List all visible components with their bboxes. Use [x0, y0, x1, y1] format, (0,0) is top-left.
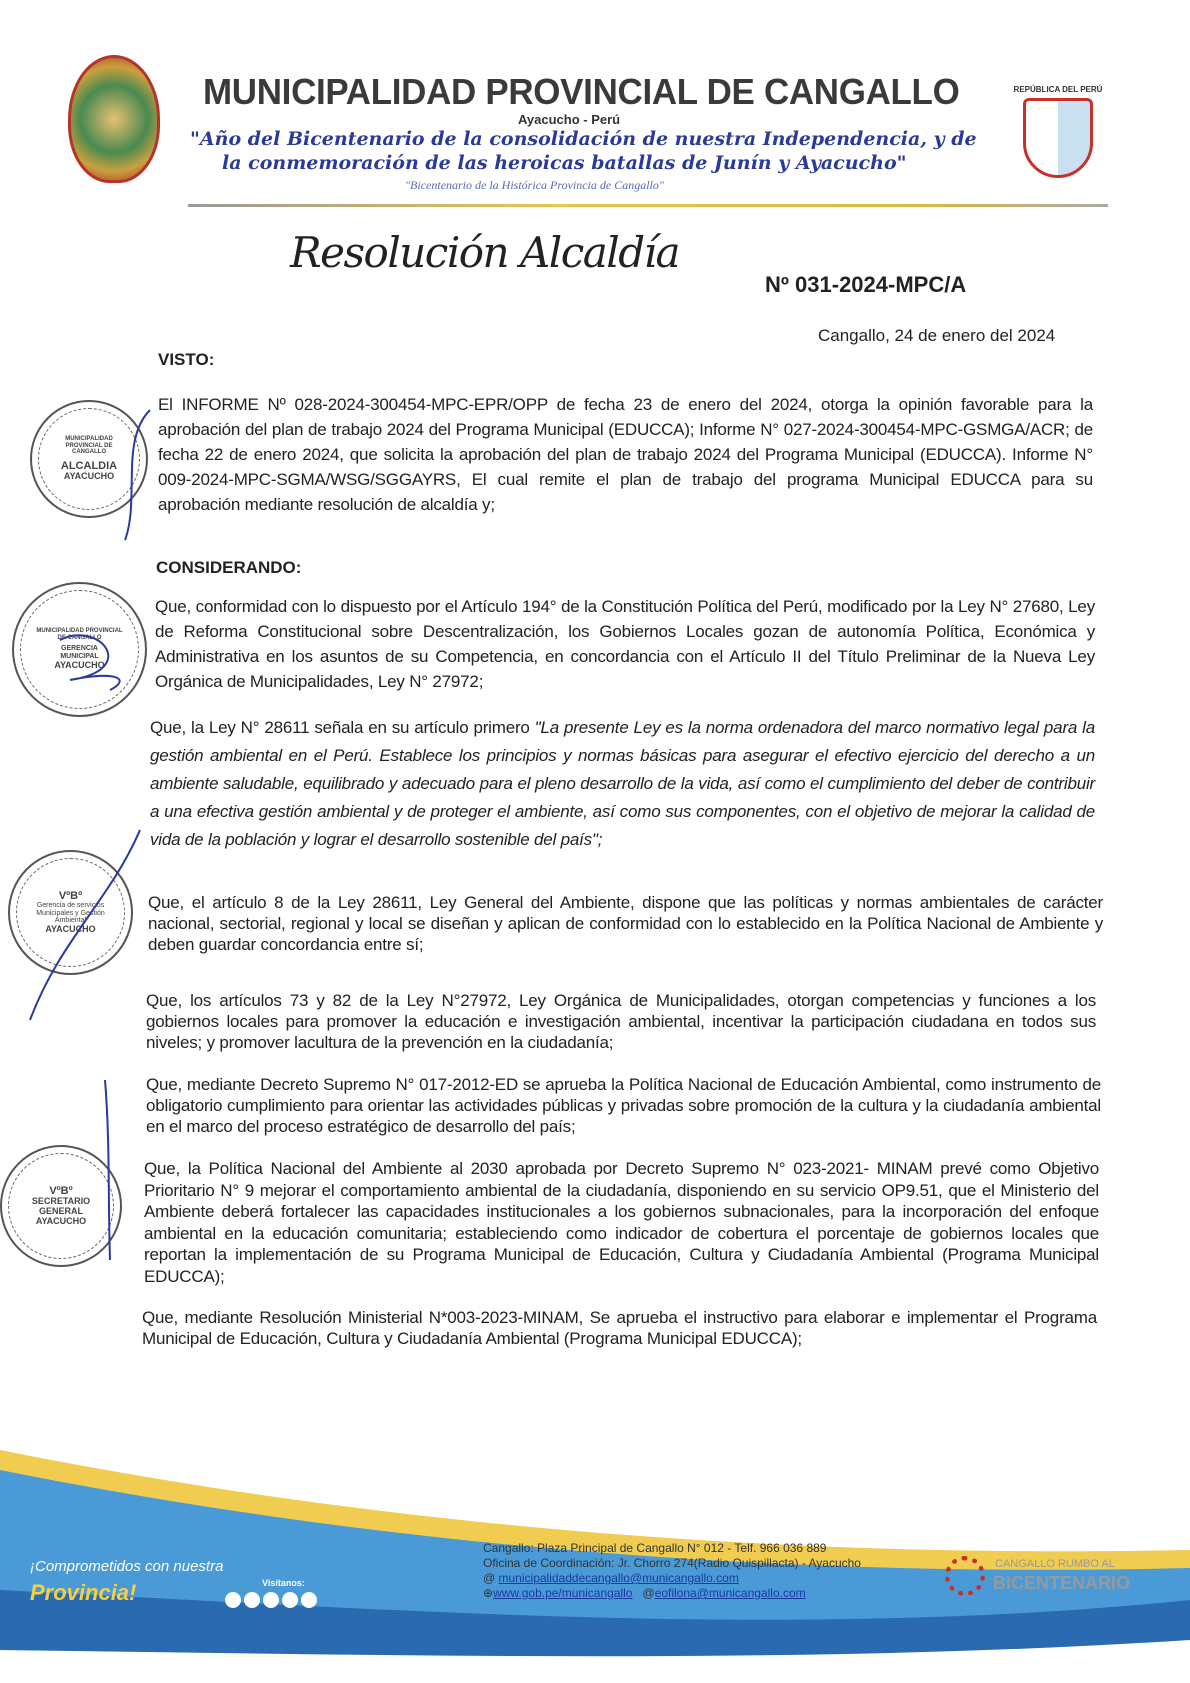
- national-shield-emblem: [1008, 85, 1108, 190]
- visto-heading: VISTO:: [158, 350, 215, 369]
- twitter-icon[interactable]: [282, 1592, 298, 1608]
- considerando-paragraph-4: Que, los artículos 73 y 82 de la Ley N°27972, Ley Orgánica de Municipalidades, otorgan competencias y funciones a los gobiernos locales para promover la educación e investigación ambiental, incentivar la participación ciudadana en todos sus niveles; y promover lacultura de la prevención en la ciudadanía;: [146, 991, 1096, 1052]
- stamp-center-text: GERENCIA MUNICIPAL: [60, 645, 99, 661]
- considerando-heading: CONSIDERANDO:: [156, 558, 302, 577]
- visto-paragraph: El INFORME Nº 028-2024-300454-MPC-EPR/OPP de fecha 23 de enero del 2024, otorga la opinión favorable para la aprobación del plan de trabajo 2024 del Programa Municipal (EDUCCA); Informe N° 027-2024-300454-MPC-GSMGA/ACR; de fecha 22 de enero 2024, que solicita la aprobación del plan de trabajo 2024 del Programa Municipal (EDUCCA). Informe N° 009-2024-MPC-SGMA/WSG/SGGAYRS, El cual remite el plan de trabajo del programa Municipal EDUCCA para su aprobación mediante resolución de alcaldía y;: [158, 395, 1093, 514]
- shield-icon: [1023, 98, 1093, 178]
- stamp-bottom-text: AYACUCHO: [63, 470, 115, 481]
- emblem-caption: REPÚBLICA DEL PERÚ: [1013, 85, 1103, 94]
- stamp-ring-text: MUNICIPALIDAD PROVINCIAL DE CANGALLO: [65, 436, 113, 456]
- municipality-title: MUNICIPALIDAD PROVINCIAL DE CANGALLO: [203, 71, 960, 112]
- considerando-paragraph-6: Que, la Política Nacional del Ambiente al 2030 aprobada por Decreto Supremo N° 023-2021- MINAM prevé como Objetivo Prioritario N° 9 mejorar el comportamiento ambiental de la ciudadanía, disponiendo en su servicio OP9.51, que el Ministerio del Ambiente deberá fortalecer las capacidades institucionales a los gobiernos subnacionales, para la incorporación del enfoque ambiental en la educación comunitaria; estableciendo como indicador de cobertura el porcentaje de gobiernos locales que reportan la implementación de su Programa Municipal de Educación, Cultura y Ciudadanía Ambiental (Programa Municipal EDUCCA);: [144, 1159, 1099, 1286]
- law-quote: "La presente Ley es la norma ordenadora del marco normativo legal para la gestión ambiental en el Perú. Establece los principios y normas básicas para asegurar el efectivo ejercicio del derecho a un ambiente saludable, equilibrado y adecuado para el pleno desarrollo de la vida, así como el cumplimiento del deber de contribuir a una efectiva gestión ambiental y de proteger el ambiente, así como sus componentes, con el objetivo de mejorar la calidad de vida de la población y lograr el desarrollo sostenible del país";: [150, 718, 1095, 849]
- municipal-crest-logo: [68, 55, 160, 183]
- email-icon: @: [642, 1586, 655, 1600]
- stamp-top-text: VºBº: [49, 1185, 73, 1198]
- stamp-bottom-text: AYACUCHO: [54, 659, 105, 670]
- document-date: Cangallo, 24 de enero del 2024: [818, 326, 1056, 345]
- email-link-1[interactable]: municipalidaddecangallo@municangallo.com: [498, 1571, 739, 1585]
- resolution-number: Nº 031-2024-MPC/A: [765, 272, 967, 297]
- motto-line-1: "Año del Bicentenario de la consolidación de nuestra Independencia, y de: [190, 128, 977, 150]
- header-subtitle: "Bicentenario de la Histórica Provincia de Cangallo": [405, 178, 664, 192]
- stamp-center-text: SECRETARIO GENERAL: [31, 1196, 91, 1217]
- email-icon: @: [483, 1571, 499, 1585]
- visit-label: Visítanos:: [262, 1578, 305, 1588]
- considerando-paragraph-2: [150, 714, 1095, 854]
- footer-slogan-line2: Provincia!: [30, 1580, 137, 1605]
- tiktok-icon[interactable]: [301, 1592, 317, 1608]
- paragraph-lead: Que, la Ley N° 28611 señala en su artículo primero: [150, 718, 530, 737]
- considerando-paragraph-3: Que, el artículo 8 de la Ley 28611, Ley General del Ambiente, dispone que las políticas y normas ambientales de carácter nacional, sectorial, regional y local se diseñan y aplican de conformidad con lo establecido en la Política Nacional de Ambiente y deben guardar concordancia entre sí;: [148, 893, 1103, 954]
- footer-contact: [483, 1541, 861, 1601]
- stamp-ring-text: MUNICIPALIDAD PROVINCIAL DE CANGALLO: [36, 628, 123, 641]
- social-icons: [225, 1592, 317, 1608]
- bicentenario-sun-icon: [945, 1556, 985, 1596]
- stamp-top-text: VºBº: [58, 889, 83, 902]
- stamp-bottom-text: AYACUCHO: [35, 1215, 87, 1226]
- website-link[interactable]: www.gob.pe/municangallo: [493, 1586, 633, 1600]
- instagram-icon[interactable]: [244, 1592, 260, 1608]
- address-text: Cangallo: Plaza Principal de Cangallo N° 012 - Telf. 966 036 889: [483, 1541, 827, 1555]
- footer-slogan-line1: ¡Comprometidos con nuestra: [30, 1558, 224, 1575]
- location-label: Ayacucho - Perú: [518, 112, 621, 127]
- motto-line-2: la conmemoración de las heroicas batallas de Junín y Ayacucho": [222, 152, 907, 174]
- considerando-paragraph-5: Que, mediante Decreto Supremo N° 017-2012-ED se aprueba la Política Nacional de Educación Ambiental, como instrumento de obligatorio cumplimiento para orientar las actividades públicas y privadas sobre promoción de la cultura y la ciudadanía ambiental en el marco del proceso estratégico de desarrollo del país;: [146, 1075, 1101, 1136]
- considerando-paragraph-7: Que, mediante Resolución Ministerial N*003-2023-MINAM, Se aprueba el instructivo para elaborar e implementar el Programa Municipal de Educación, Cultura y Ciudadanía Ambiental (Programa Municipal EDUCCA);: [142, 1308, 1097, 1348]
- office-text: Oficina de Coordinación: Jr. Chorro 274(Radio Quispillacta) - Ayacucho: [483, 1556, 861, 1570]
- badge-line1: CANGALLO RUMBO AL: [995, 1558, 1115, 1570]
- signature-strokes: [0, 380, 200, 1280]
- document-type-title: Resolución Alcaldía: [290, 228, 680, 277]
- youtube-icon[interactable]: [263, 1592, 279, 1608]
- stamp-bottom-text: AYACUCHO: [45, 924, 96, 935]
- email-link-2[interactable]: eofilona@municangallo.com: [654, 1586, 806, 1600]
- stamp-center-text: ALCALDIA: [60, 459, 118, 472]
- header-divider: [188, 204, 1108, 207]
- stamp-center-text: Gerencia de servicios Municipales y Gestión Ambiental: [36, 902, 105, 925]
- globe-icon: ⊕: [483, 1586, 494, 1600]
- badge-line2: BICENTENARIO: [993, 1573, 1131, 1593]
- considerando-paragraph-1: Que, conformidad con lo dispuesto por el Artículo 194° de la Constitución Política del Perú, modificado por la Ley N° 27680, Ley de Reforma Constitucional sobre Descentralización, los Gobiernos Locales gozan de autonomía Política, Económica y Administrativa en los asuntos de su Competencia, en concordancia con el Artículo II del Título Preliminar de la Nueva Ley Orgánica de Municipalidades, Ley N° 27972;: [155, 597, 1095, 691]
- facebook-icon[interactable]: [225, 1592, 241, 1608]
